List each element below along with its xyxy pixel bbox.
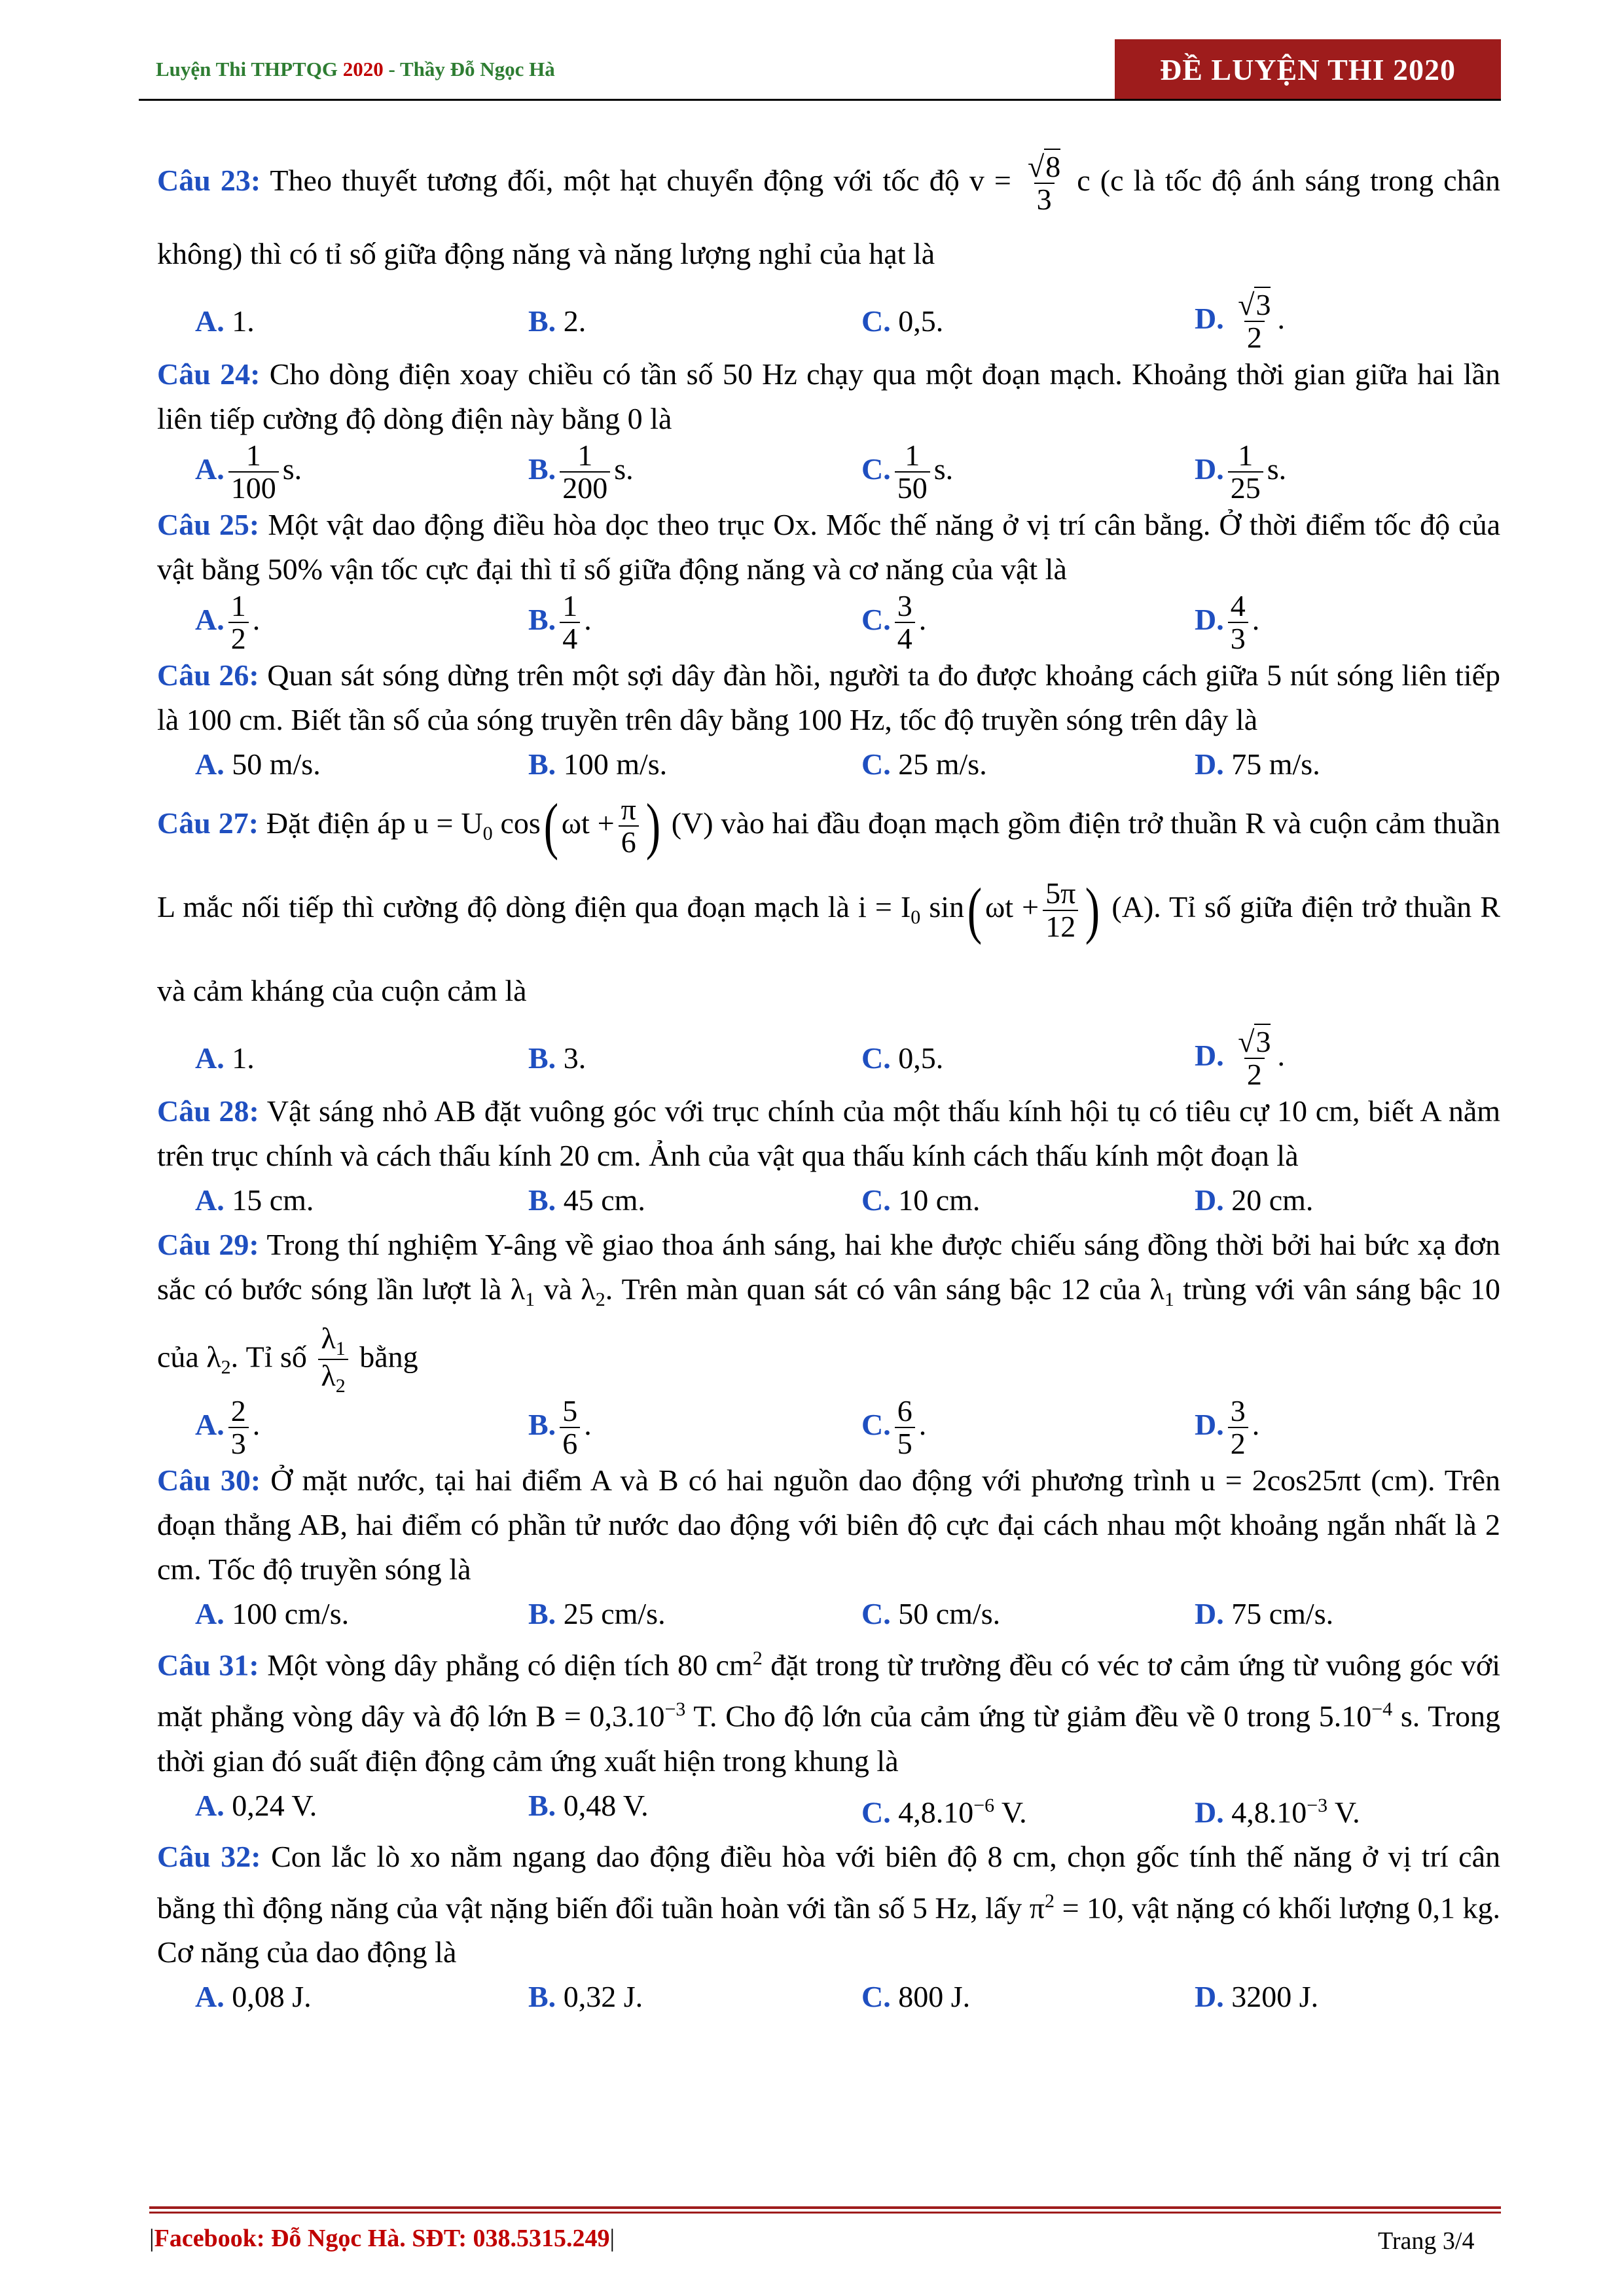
options-row [157,1592,1500,1636]
question-25-text [157,503,1500,592]
option-a[interactable]: A. 1. [195,1041,255,1075]
question-text: Ở mặt nước, tại hai điểm A và B có hai nguồn dao động với phương trình u = 2cos25πt (cm). Trên đoạn thẳng AB, hai điểm có phần tử nước dao động với biên độ cực đại cách nhau một khoảng ngắn nhất là 2 cm. Tốc độ truyền sóng là [157,1463,1501,1586]
option-d[interactable]: D. $4,8.10^{-3}$ V. [1195,1794,1360,1829]
option-b[interactable]: B. $\frac{1}{4}$ . [528,588,592,655]
question-27-text [157,787,1500,1028]
question-label: Câu 26: [157,658,259,692]
option-d[interactable]: D. $\frac{√3}{2}$ . [1195,287,1285,354]
option-d[interactable]: D. 20 cm. [1195,1183,1314,1217]
question-text: Một vật dao động điều hòa dọc theo trục Ox. Mốc thế năng ở vị trí cân bằng. Ở thời điểm tốc độ của vật bằng 50% vận tốc cực đại thì tỉ số giữa động năng và cơ năng của vật là [157,508,1500,586]
options-row [157,287,1500,354]
question-23 [157,144,1500,352]
question-label: Câu 30: [157,1463,261,1497]
option-a[interactable]: A. 0,08 J. [195,1980,312,2014]
header-year: 2020 [342,58,384,81]
options-row [157,1393,1500,1460]
option-d[interactable]: D. 75 cm/s. [1195,1596,1334,1630]
question-label: Câu 29: [157,1228,259,1262]
page-number: Trang 3/4 [1378,2227,1475,2255]
header-author: - Thầy Đỗ Ngọc Hà [388,58,555,81]
question-30 [157,1458,1500,1636]
header-badge: ĐỀ LUYỆN THI 2020 [1115,39,1501,99]
option-a[interactable]: A. $\frac{1}{2}$ . [195,588,261,655]
option-a[interactable]: A. 15 cm. [195,1183,314,1217]
question-28 [157,1089,1500,1223]
question-32-text: Câu 32: Con lắc lò xo nằm ngang dao động điều hòa với biên độ 8 cm, chọn gốc tính thế năng ở vị trí cân bằng thì động năng của vật nặng biến đổi tuần hoàn với tần số 5 Hz, lấy $\pi^2 = 10$, vật nặng có khối lượng 0,1 kg. Cơ năng của dao động là [157,1839,1501,1969]
question-26-text [157,653,1500,742]
option-c[interactable]: C. 25 m/s. [861,747,987,781]
option-b[interactable]: B. 2. [528,304,586,338]
option-b[interactable]: B. 25 cm/s. [528,1596,666,1630]
options-row [157,742,1500,787]
options-row [157,1975,1500,2019]
question-text: c (c là tốc độ ánh sáng trong chân không) thì có tỉ số giữa động năng và năng lượng nghỉ của hạt là [157,164,1501,270]
question-24-text [157,352,1500,441]
question-label: Câu 24: [157,357,261,391]
option-c[interactable]: C. 50 cm/s. [861,1596,1001,1630]
question-30-text [157,1458,1500,1592]
option-a[interactable]: A. $\frac{1}{100}$ s. [195,438,302,505]
option-c[interactable]: C. $\frac{3}{4}$ . [861,588,927,655]
question-31 [157,1636,1500,1835]
question-text: Quan sát sóng dừng trên một sợi dây đàn hồi, người ta đo được khoảng cách giữa 5 nút sóng liên tiếp là 100 cm. Biết tần số của sóng truyền trên dây bằng 100 Hz, tốc độ truyền sóng trên dây là [157,658,1501,736]
option-d[interactable]: D. 3200 J. [1195,1980,1319,2014]
question-label: Câu 31: [157,1648,259,1682]
option-d[interactable]: D. $\frac{4}{3}$ . [1195,588,1260,655]
question-text: Theo thuyết tương đối, một hạt chuyển động với tốc độ [270,164,960,197]
footer-contact: |Facebook: Đỗ Ngọc Hà. SĐT: 038.5315.249| [149,2225,615,2252]
question-text: Trong thí nghiệm Y-âng về giao thoa ánh sáng, hai khe được chiếu sáng đồng thời bởi hai bức xạ đơn sắc có bước sóng lần lượt là [157,1228,1500,1306]
question-label: Câu 25: [157,508,260,541]
option-b[interactable]: B. $\frac{5}{6}$ . [528,1393,592,1460]
formula-v: v = [969,164,1011,197]
question-label: Câu 27: [157,806,259,840]
options-row [157,438,1500,505]
question-text: Vật sáng nhỏ AB đặt vuông góc với trục chính của một thấu kính hội tụ có tiêu cự 10 cm, biết A nằm trên trục chính và cách thấu kính 20 cm. Ảnh của vật qua thấu kính cách thấu kính một đoạn là [157,1094,1501,1173]
option-a[interactable]: A. 0,24 V. [195,1788,317,1822]
question-text: (V) vào hai đầu đoạn mạch gồm điện trở thuần R và cuộn cảm thuần L mắc nối tiếp thì cường độ dòng điện qua đoạn mạch là [157,806,1501,924]
question-label: Câu 23: [157,164,261,197]
options-row [157,1784,1500,1835]
option-a[interactable]: A. 50 m/s. [195,747,321,781]
option-a[interactable]: A. 100 cm/s. [195,1596,350,1630]
option-a[interactable]: A. $\frac{2}{3}$ . [195,1393,261,1460]
sqrt-icon: √3 [1238,287,1271,321]
question-29-text: Câu 29: Trong thí nghiệm Y-âng về giao thoa ánh sáng, hai khe được chiếu sáng đồng thời bởi hai bức xạ đơn sắc có bước sóng lần lượt là $\lambda_1$ và $\lambda_2$. Trên màn quan sát có vân sáng bậc 12 của $\lambda_1$ trùng với vân sáng bậc 10 của $\lambda_2$. Tỉ số $\frac{\lambda_1}{\lambda_2}$ bằng [157,1228,1501,1397]
option-d[interactable]: D. $\frac{√3}{2}$ . [1195,1025,1285,1092]
question-27 [157,787,1501,1092]
option-c[interactable]: C. 0,5. [861,304,944,338]
options-row [157,1178,1500,1223]
footer-divider [149,2212,1501,2214]
question-31-text: Câu 31: Một vòng dây phẳng có diện tích 80 $cm^2$ đặt trong từ trường đều có véc tơ cảm ứng từ vuông góc với mặt phẳng vòng dây và độ lớn $B = 0,3.10^{-3}$ T. Cho độ lớn của cảm ứng từ giảm đều về 0 trong $5.10^{-4}$ s. Trong thời gian đó suất điện động cảm ứng xuất hiện trong khung là [157,1647,1501,1778]
option-d[interactable]: D. $\frac{1}{25}$ s. [1195,438,1287,505]
option-c[interactable]: C. $\frac{1}{50}$ s. [861,438,954,505]
sqrt-icon: √8 [1027,150,1061,184]
formula-i: $i = I_0$ sin( ωt + $\frac{5\pi}{12}$ ) [858,874,1100,945]
option-c[interactable]: C. 800 J. [861,1980,971,2014]
footer-divider [149,2206,1501,2209]
question-label: Câu 28: [157,1094,259,1128]
option-b[interactable]: B. 0,48 V. [528,1788,649,1822]
option-c[interactable]: C. $\frac{6}{5}$ . [861,1393,927,1460]
question-text: (A). Tỉ số giữa điện trở thuần R và cảm kháng của cuộn cảm là [157,890,1501,1008]
ratio-fraction: $\frac{\lambda_1}{\lambda_2}$ [318,1323,348,1397]
option-c[interactable]: C. 0,5. [861,1041,944,1075]
header-divider [139,99,1501,101]
fraction: $\frac{√8}{3}$ [1027,150,1061,217]
question-28-text [157,1089,1500,1178]
option-b[interactable]: B. 3. [528,1041,586,1075]
option-b[interactable]: B. 0,32 J. [528,1980,643,2014]
option-b[interactable]: B. $\frac{1}{200}$ s. [528,438,634,505]
question-text: Đặt điện áp [266,806,406,840]
question-label: Câu 32: [157,1839,261,1873]
option-d[interactable]: D. $\frac{3}{2}$ . [1195,1393,1260,1460]
options-row [157,1025,1500,1092]
option-b[interactable]: B. 45 cm. [528,1183,645,1217]
header-prefix: Luyện Thi THPTQG [156,58,338,81]
option-a[interactable]: A. 1. [195,304,255,338]
question-25 [157,503,1500,653]
option-d[interactable]: D. 75 m/s. [1195,747,1320,781]
question-32 [157,1835,1500,2019]
question-24 [157,352,1500,503]
header-title [156,58,555,81]
option-c[interactable]: C. $4,8.10^{-6}$ V. [861,1794,1027,1829]
exam-content [157,144,1500,2019]
question-23-text [157,144,1500,291]
options-row [157,588,1500,655]
question-26 [157,653,1500,787]
option-b[interactable]: B. 100 m/s. [528,747,668,781]
formula-u: $u = U_0$ cos( ωt + $\frac{\pi}{6}$ ) [413,791,661,861]
option-c[interactable]: C. 10 cm. [861,1183,981,1217]
question-text: Cho dòng điện xoay chiều có tần số 50 Hz chạy qua một đoạn mạch. Khoảng thời gian giữa hai lần liên tiếp cường độ dòng điện này bằng 0 là [157,357,1500,435]
sqrt-icon: √3 [1238,1025,1271,1059]
question-29 [157,1223,1500,1458]
